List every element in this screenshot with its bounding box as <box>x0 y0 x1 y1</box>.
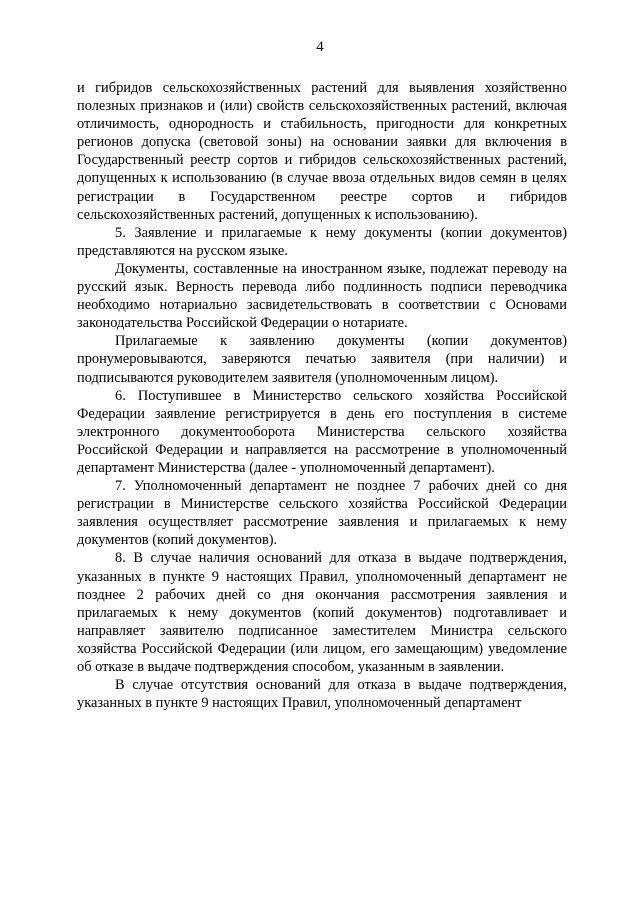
paragraph-item-6: 6. Поступившее в Министерство сельского хозяйства Российской Федерации заявление регистрируется в день его поступления в системе электронного документооборота Министерства сельского хозяйства Российской Федерации и направляется на рассмотрение в уполномоченный департамент Министерства (далее - уполномоченный департамент). <box>77 387 567 476</box>
paragraph-item-8: 8. В случае наличия оснований для отказа в выдаче подтверждения, указанных в пункте 9 настоящих Правил, уполномоченный департамент не позднее 2 рабочих дней со дня окончания рассмотрения заявления и прилагаемых к нему документов (копий документов) подготавливает и направляет заявителю подписанное заместителем Министра сельского хозяйства Российской Федерации (или лицом, его замещающим) уведомление об отказе в выдаче подтверждения способом, указанным в заявлении. <box>77 550 567 675</box>
document-body <box>77 79 567 712</box>
paragraph-translation: Документы, составленные на иностранном языке, подлежат переводу на русский язык. Верность перевода либо подлинность подписи переводчика необходимо нотариально засвидетельствовать в соответствии с Основами законодательства Российской Федерации о нотариате. <box>77 260 567 332</box>
paragraph-attachments: Прилагаемые к заявлению документы (копии документов) пронумеровываются, заверяются печатью заявителя (при наличии) и подписываются руководителем заявителя (уполномоченным лицом). <box>77 333 567 386</box>
paragraph-continuation: и гибридов сельскохозяйственных растений для выявления хозяйственно полезных признаков и (или) свойств сельскохозяйственных растений, включая отличимость, однородность и стабильность, пригодности для конкретных регионов допуска (световой зоны) на основании заявки для включения в Государственный реестр сортов и гибридов сельскохозяйственных растений, допущенных к использованию (в случае ввоза отдельных видов семян в целях регистрации в Государственном реестре сортов и гибридов сельскохозяйственных растений, допущенных к использованию). <box>77 80 567 223</box>
paragraph-no-refusal: В случае отсутствия оснований для отказа в выдаче подтверждения, указанных в пункте 9 настоящих Правил, уполномоченный департамент <box>77 677 567 712</box>
page-number: 4 <box>316 39 324 55</box>
paragraph-item-7: 7. Уполномоченный департамент не позднее 7 рабочих дней со дня регистрации в Министерстве сельского хозяйства Российской Федерации заявления осуществляет рассмотрение заявления и прилагаемых к нему документов (копий документов). <box>77 478 567 549</box>
paragraph-item-5: 5. Заявление и прилагаемые к нему документы (копии документов) представляются на русском языке. <box>77 224 567 259</box>
